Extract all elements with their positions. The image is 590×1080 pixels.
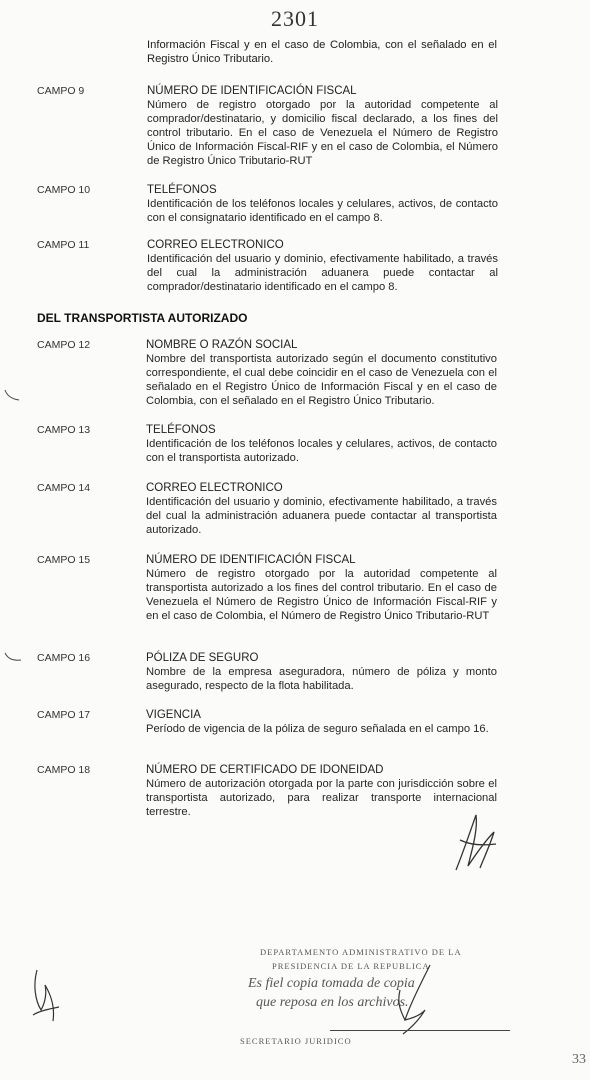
stamp-line-3: Es fiel copia tomada de copia bbox=[248, 976, 415, 991]
field-title: VIGENCIA bbox=[146, 709, 201, 721]
intro-paragraph: Información Fiscal y en el caso de Colombia, con el señalado en el Registro Único Tributario. bbox=[147, 39, 497, 65]
field-label: CAMPO 11 bbox=[37, 239, 90, 251]
field-description: Identificación del usuario y dominio, efectivamente habilitado, a través del cual la administración aduanera puede contactar al transportista autorizado. bbox=[146, 496, 497, 536]
field-title: CORREO ELECTRONICO bbox=[146, 482, 283, 494]
field-title: PÓLIZA DE SEGURO bbox=[146, 652, 259, 664]
stamp-line-4: que reposa en los archivos. bbox=[256, 995, 409, 1010]
stamp-divider bbox=[330, 1030, 510, 1031]
field-title: NÚMERO DE IDENTIFICACIÓN FISCAL bbox=[146, 554, 356, 566]
field-label: CAMPO 15 bbox=[37, 554, 91, 566]
field-label: CAMPO 18 bbox=[37, 764, 91, 776]
field-title: TELÉFONOS bbox=[147, 184, 217, 196]
field-label: CAMPO 16 bbox=[37, 652, 91, 664]
field-description: Nombre del transportista autorizado según el documento constitutivo correspondiente, el cual debe coincidir en el caso de Venezuela con el señalado en el Registro Único de Información Fiscal y en el caso de Colombia, con el señalado en el Registro Único Tributario. bbox=[146, 353, 497, 407]
field-label: CAMPO 17 bbox=[37, 709, 91, 721]
margin-tick bbox=[3, 388, 21, 402]
field-label: CAMPO 14 bbox=[37, 482, 91, 494]
field-description: Período de vigencia de la póliza de seguro señalada en el campo 16. bbox=[146, 723, 489, 735]
page-number: 2301 bbox=[271, 6, 319, 31]
section-title: DEL TRANSPORTISTA AUTORIZADO bbox=[37, 311, 248, 325]
field-label: CAMPO 10 bbox=[37, 184, 91, 196]
field-description: Número de autorización otorgada por la parte con jurisdicción sobre el transportista autorizado, para realizar transporte internacional terrestre. bbox=[146, 778, 497, 818]
field-description: Identificación del usuario y dominio, efectivamente habilitado, a través del cual la administración aduanera puede contactar al comprador/destinatario identificado en el campo 8. bbox=[147, 253, 498, 293]
initials-mark bbox=[25, 965, 65, 1025]
field-label: CAMPO 13 bbox=[37, 424, 91, 436]
field-label: CAMPO 12 bbox=[37, 339, 91, 351]
field-title: TELÉFONOS bbox=[146, 424, 216, 436]
signature-mark bbox=[446, 810, 506, 875]
stamp-signature bbox=[385, 960, 445, 1040]
field-title: CORREO ELECTRONICO bbox=[147, 239, 284, 251]
field-title: NÚMERO DE IDENTIFICACIÓN FISCAL bbox=[147, 85, 357, 97]
margin-mark: 33 bbox=[572, 1052, 586, 1067]
margin-tick bbox=[3, 651, 23, 663]
field-description: Número de registro otorgado por la autoridad competente al transportista autorizado a los fines del control tributario. En el caso de Venezuela el Número de Registro Único de Información Fiscal-RIF y en el caso de Colombia, el Número de Registro Único Tributario-RUT bbox=[146, 568, 497, 622]
field-title: NÚMERO DE CERTIFICADO DE IDONEIDAD bbox=[146, 764, 384, 776]
stamp-line-1: DEPARTAMENTO ADMINISTRATIVO DE LA bbox=[260, 947, 462, 957]
field-description: Identificación de los teléfonos locales y celulares, activos, de contacto con el transportista autorizado. bbox=[146, 438, 497, 464]
field-description: Nombre de la empresa aseguradora, número de póliza y monto asegurado, respecto de la flota habilitada. bbox=[146, 666, 497, 692]
field-description: Número de registro otorgado por la autoridad competente al comprador/destinatario, y domicilio fiscal declarado, a los fines del control tributario. En el caso de Venezuela el Número de Registro Único de Información Fiscal-RIF y en el caso de Colombia, el Número de Registro Único Tributario-RUT bbox=[147, 99, 498, 167]
field-label: CAMPO 9 bbox=[37, 85, 85, 97]
stamp-line-2: PRESIDENCIA DE LA REPUBLICA bbox=[272, 961, 430, 971]
field-title: NOMBRE O RAZÓN SOCIAL bbox=[146, 339, 298, 351]
stamp-footer: SECRETARIO JURIDICO bbox=[240, 1036, 352, 1046]
field-description: Identificación de los teléfonos locales y celulares, activos, de contacto con el consignatario identificado en el campo 8. bbox=[147, 198, 498, 224]
